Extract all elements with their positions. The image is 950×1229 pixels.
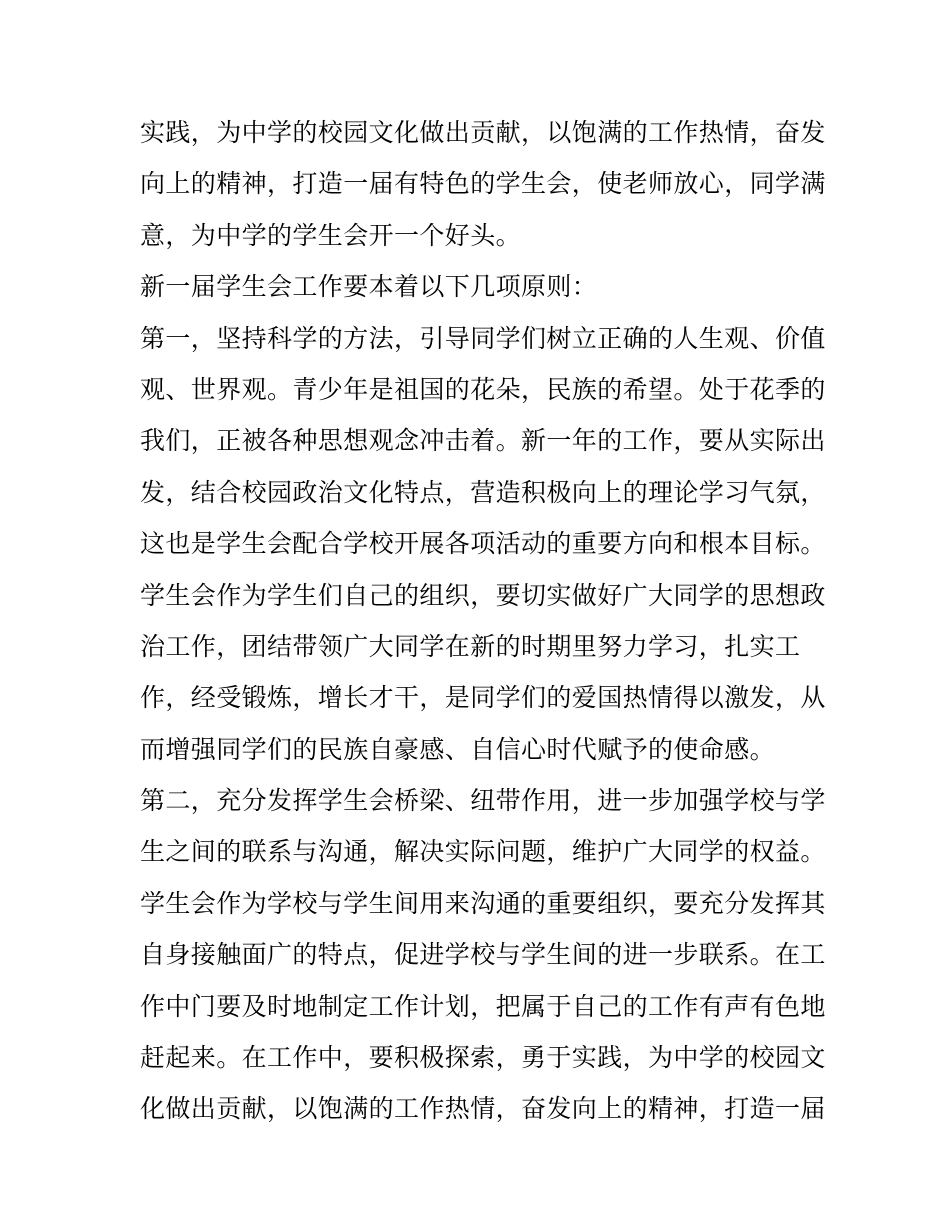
text-line: 新一届学生会工作要本着以下几项原则： (140, 272, 598, 302)
text-line: 实践，为中学的校园文化做出贡献，以饱满的工作热情，奋发 (140, 118, 826, 147)
text-line: 我们，正被各种思想观念冲击着。新一年的工作，要从实际出 (140, 426, 826, 456)
text-line: 第二，充分发挥学生会桥梁、纽带作用，进一步加强学校与学 (140, 786, 826, 816)
text-line: 学生会作为学校与学生间用来沟通的重要组织，要充分发挥其 (140, 888, 826, 918)
text-line: 而增强同学们的民族自豪感、自信心时代赋予的使命感。 (140, 734, 776, 764)
text-line: 这也是学生会配合学校开展各项活动的重要方向和根本目标。 (140, 529, 826, 559)
text-line: 意，为中学的学生会开一个好头。 (140, 220, 522, 250)
text-line: 作，经受锻炼，增长才干，是同学们的爱国热情得以激发，从 (140, 683, 826, 713)
text-line: 发，结合校园政治文化特点，营造积极向上的理论学习气氛， (140, 477, 826, 507)
text-line: 观、世界观。青少年是祖国的花朵，民族的希望。处于花季的 (140, 374, 826, 404)
text-line: 化做出贡献，以饱满的工作热情，奋发向上的精神，打造一届 (140, 1094, 826, 1124)
text-line: 第一，坚持科学的方法，引导同学们树立正确的人生观、价值 (140, 323, 826, 353)
body-text (140, 107, 830, 1135)
text-line: 自身接触面广的特点，促进学校与学生间的进一步联系。在工 (140, 940, 826, 970)
text-line: 治工作，团结带领广大同学在新的时期里努力学习，扎实工 (140, 631, 801, 661)
text-line: 学生会作为学生们自己的组织，要切实做好广大同学的思想政 (140, 580, 826, 610)
text-line: 赶起来。在工作中，要积极探索，勇于实践，为中学的校园文 (140, 1043, 826, 1073)
text-line: 向上的精神，打造一届有特色的学生会，使老师放心，同学满 (140, 169, 826, 199)
text-line: 作中门要及时地制定工作计划，把属于自己的工作有声有色地 (140, 991, 826, 1021)
text-line: 生之间的联系与沟通，解决实际问题，维护广大同学的权益。 (140, 837, 826, 867)
